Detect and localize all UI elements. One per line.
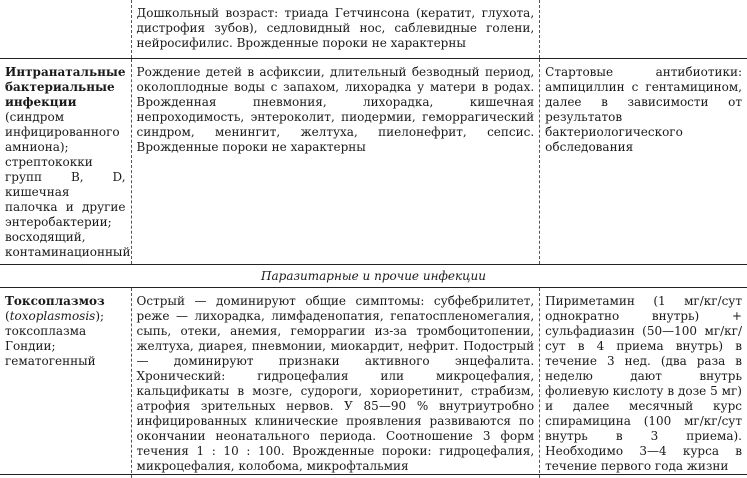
table-row	[0, 0, 747, 59]
infection-details: ); токсоплазма Гондии; гематогенный	[5, 309, 104, 368]
section-header-row	[0, 265, 747, 288]
infection-name	[5, 294, 126, 369]
infection-name-cell	[0, 59, 131, 265]
treatment-cell	[540, 0, 747, 59]
infection-details: (синдром инфицированного амниона); стрептококки групп B, D, кишечная палочка и другие энтеробактерии; восходящий, контаминационный	[5, 110, 130, 259]
treatment-cell	[540, 59, 747, 265]
manifestations-text: Рождение детей в асфиксии, длительный безводный период, околоплодные воды с запахом, лихорадка у матери в родах. Врожденная пневмония, лихорадка, кишечная непроходимость, энтероколит, пиодермии, геморрагический синдром, менингит, желтуха, пиелонефрит, сепсис. Врожденные пороки не характерны	[137, 65, 535, 155]
manifestations-cell	[131, 288, 540, 478]
manifestations-text: Дошкольный возраст: триада Гетчинсона (кератит, глухота, дистрофия зубов), седловидный нос, саблевидные голени, нейросифилис. Врожденные пороки не характерны	[137, 6, 535, 51]
treatment-text: Стартовые антибиотики: ампициллин с гентамицином, далее в зависимости от результатов бактериологического обследования	[545, 65, 742, 155]
table-row	[0, 288, 747, 478]
section-header: Паразитарные и прочие инфекции	[0, 265, 747, 288]
manifestations-cell	[131, 59, 540, 265]
paren-open: (	[5, 309, 10, 323]
infection-name	[5, 65, 126, 260]
infection-name-cell	[0, 288, 131, 478]
infection-title: Интранатальные бактериальные инфекции	[5, 65, 126, 109]
table-row	[0, 59, 747, 265]
manifestations-text: Острый — доминируют общие симптомы: субфебрилитет, реже — лихорадка, лимфаденопатия, гепатоспленомегалия, сыпь, отеки, анемия, геморрагии из-за тромбоцитопении, желтуха, диарея, пневмонии, миокардит, нефрит. Подострый — доминируют признаки активного энцефалита. Хронический: гидроцефалия или микроцефалия, кальцификаты в мозге, судороги, хориоретинит, страбизм, атрофия зрительных нервов. У 85—90 % внутриутробно инфицированных клинические проявления развиваются по окончании неонатального периода. Соотношение 3 форм течения 1 : 10 : 100. Врожденные пороки: гидроцефалия, микроцефалия, колобома, микрофтальмия	[137, 294, 535, 474]
treatment-text: Пириметамин (1 мг/кг/сут однократно внутрь) + сульфадиазин (50—100 мг/кг/сут в 4 приема внутрь) в течение 3 нед. (два раза в неделю дают внутрь фолиевую кислоту в дозе 5 мг) и далее месячный курс спирамицина (100 мг/кг/сут внутрь в 3 приема). Необходимо 3—4 курса в течение первого года жизни	[545, 294, 742, 474]
infection-name-cell	[0, 0, 131, 59]
manifestations-cell	[131, 0, 540, 59]
latin-name: toxoplasmosis	[10, 309, 96, 323]
infection-title: Токсоплазмоз	[5, 294, 105, 308]
treatment-cell	[540, 288, 747, 478]
